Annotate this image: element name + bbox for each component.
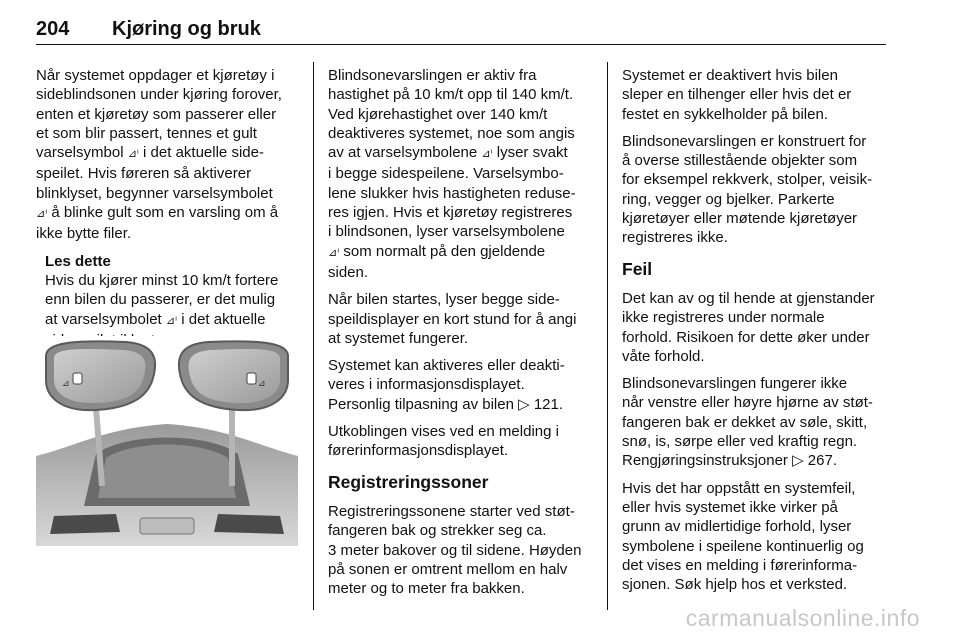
column-2	[328, 66, 592, 606]
svg-text:⊿: ⊿	[62, 379, 70, 389]
paragraph: Når systemet oppdager et kjøretøy i sideblindsonen under kjøring forover, enten et kjøretøy som passerer eller et som blir passert, tennes et gult varselsymbol ⊿ⁱ i det aktuelle side- speilet. Hvis føreren så aktiverer blinklyset, begynner varselsymbolet ⊿ⁱ å blinke gult som en varsling om å ikke bytte filer.	[36, 67, 282, 243]
blind-spot-warning-icon: ⊿ⁱ	[127, 148, 139, 161]
page-header	[36, 4, 886, 45]
paragraph: Når bilen startes, lyser begge side- speildisplayer en kort stund for å angi at systemet fungerer.	[328, 291, 577, 347]
page-reference-link[interactable]: 121.	[533, 395, 564, 413]
blind-spot-warning-icon: ⊿ⁱ	[36, 208, 48, 221]
paragraph: Registreringssonene starter ved støt- fangeren bak og strekker seg ca. 3 meter bakover og til sidene. Høyden på sonen er omtrent mellom en halv meter og to meter fra bakken.	[328, 502, 582, 598]
paragraph: Systemet er deaktivert hvis bilen sleper en tilhenger eller hvis det er festet en sykkelholder på bilen.	[622, 67, 852, 123]
column-divider	[607, 62, 608, 610]
paragraph: Utkoblingen vises ved en melding i førerinformasjonsdisplayet.	[328, 423, 559, 460]
blind-spot-warning-icon: ⊿ⁱ	[481, 148, 493, 161]
section-heading: Registreringssoner	[328, 471, 489, 492]
section-heading: Feil	[622, 258, 653, 279]
chapter-title: Kjøring og bruk	[112, 18, 261, 40]
paragraph: Det kan av og til hende at gjenstander ikke registreres under normale forhold. Risikoen for dette øker under våte forhold.	[622, 289, 875, 365]
watermark: carmanualsonline.info	[685, 605, 920, 631]
paragraph: Blindsonevarslingen er konstruert for å overse stillestående objekter som for eksempel rekkverk, stolper, veisik- ring, vegger og bjelker. Parkerte kjøretøyer eller møtende kjøretøyer registreres ikke.	[622, 132, 873, 247]
page-reference-arrow-icon: ▷	[518, 395, 530, 413]
paragraph: Blindsonevarslingen er aktiv fra hastighet på 10 km/t opp til 140 km/t. Ved kjørehastighet over 140 km/t deaktiveres systemet, noe som angis av at varselsymbolene ⊿ⁱ lyser svakt i begge sidespeilene. Varselsymbo- lene slukker hvis hastigheten reduse- res igjen. Hvis et kjøretøy registreres i blindsonen, lyser varselsymbolene ⊿ⁱ som normalt på den gjeldende siden.	[328, 67, 576, 281]
paragraph: Systemet kan aktiveres eller deakti- veres i informasjonsdisplayet. Personlig tilpasning av bilen ▷ 121.	[328, 357, 565, 413]
blind-spot-mirror-illustration	[36, 336, 298, 546]
page-reference-arrow-icon: ▷	[792, 452, 804, 470]
paragraph: Hvis det har oppstått en systemfeil, eller hvis systemet ikke virker på grunn av midlertidige forhold, lyser symbolene i speilene kontinuerlig og det vises en melding i førerinforma- sjonen. Søk hjelp hos et verksted.	[622, 479, 864, 594]
note-title: Les dette	[45, 252, 111, 270]
note-box: Les dette Hvis du kjører minst 10 km/t fortere enn bilen du passerer, er det mulig at varselsymbolet ⊿ⁱ i det aktuelle	[36, 252, 300, 350]
blind-spot-warning-icon: ⊿ⁱ	[165, 314, 178, 327]
column-divider	[313, 62, 314, 610]
page-number: 204	[36, 18, 70, 40]
svg-text:⊿: ⊿	[258, 379, 266, 389]
blind-spot-warning-icon: ⊿ⁱ	[328, 246, 340, 259]
page-reference-link[interactable]: 267.	[807, 452, 837, 470]
paragraph: Blindsonevarslingen fungerer ikke når venstre eller høyre hjørne av støt- fangeren bak er dekket av søle, skitt, snø, is, sørpe eller ved kraftig regn. Rengjøringsinstruksjoner ▷ 267.	[622, 375, 873, 470]
column-3	[622, 66, 888, 602]
column-1	[36, 66, 300, 358]
